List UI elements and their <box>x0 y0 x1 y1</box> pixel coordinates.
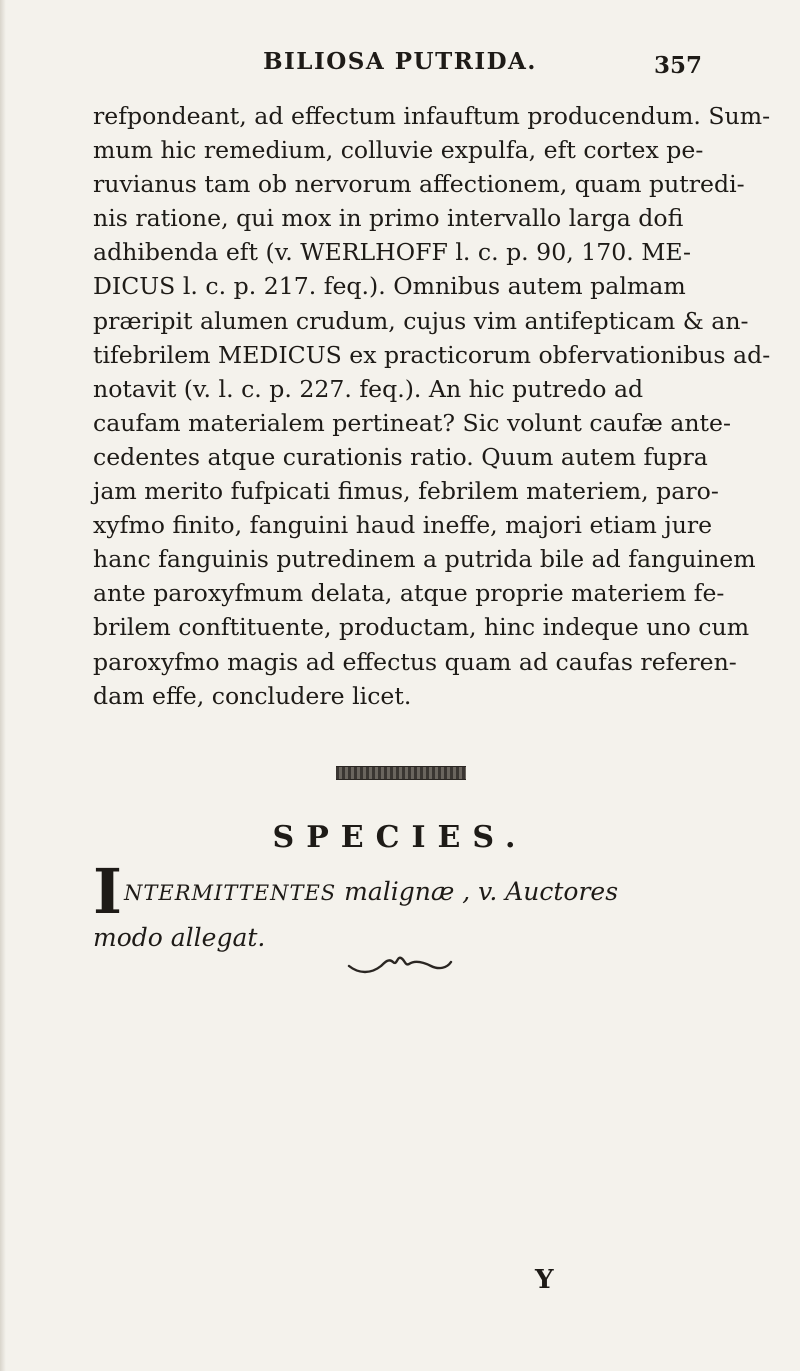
body-paragraph <box>93 99 771 713</box>
text-line: brilem conftituente, productam, hinc indeque uno cum <box>93 613 750 642</box>
text-line: adhibenda eft (v. WERLHOFF l. c. p. 90, 170. ME- <box>93 238 692 267</box>
text-line: tifebrilem MEDICUS ex practicorum obfervationibus ad- <box>93 340 771 369</box>
text-line: paroxyfmo magis ad effectus quam ad caufas referen- <box>93 647 737 676</box>
section-heading: SPECIES. <box>272 820 528 855</box>
text-line: nis ratione, qui mox in primo intervallo larga dofi <box>93 204 684 233</box>
page-header <box>0 40 800 90</box>
text-line: notavit (v. l. c. p. 227. feq.). An hic putredo ad <box>93 374 644 403</box>
text-line: xyfmo finito, fanguini haud ineffe, majori etiam jure <box>93 511 713 540</box>
text-line: dam effe, concludere licet. <box>93 681 412 710</box>
text-line: ante paroxyfmum delata, atque proprie materiem fe- <box>93 579 725 608</box>
text-line: refpondeant, ad effectum infauftum producendum. Sum- <box>93 102 771 130</box>
text-line: ruvianus tam ob nervorum affectionem, quam putredi- <box>93 170 745 199</box>
species-entry <box>93 855 723 956</box>
page-binding-edge <box>0 0 6 1371</box>
text-line: cedentes atque curationis ratio. Quum autem fupra <box>93 442 708 471</box>
running-title: BILIOSA PUTRIDA. <box>263 48 537 75</box>
entry-rest-text: malignæ , v. Auctores <box>336 877 619 906</box>
page-number: 357 <box>653 52 702 79</box>
entry-first-line <box>93 862 723 911</box>
entry-second-line: modo allegat. <box>93 923 266 952</box>
text-line: jam merito fufpicati fimus, febrilem materiem, paro- <box>93 477 719 506</box>
text-line: hanc fanguinis putredinem a putrida bile ad fanguinem <box>93 545 756 574</box>
signature-mark: Y <box>535 1265 554 1295</box>
entry-smallcaps-term: NTERMITTENTES <box>124 881 337 905</box>
ornamental-rule <box>336 766 466 780</box>
text-line: præripit alumen crudum, cujus vim antifepticam & an- <box>93 306 749 335</box>
text-line: mum hic remedium, colluvie expulfa, eft cortex pe- <box>93 136 704 165</box>
text-line: caufam materialem pertineat? Sic volunt caufæ ante- <box>93 408 731 437</box>
tailpiece-flourish-icon <box>345 952 455 976</box>
text-line: DICUS l. c. p. 217. feq.). Omnibus autem palmam <box>93 272 686 301</box>
drop-initial: I <box>93 855 123 928</box>
